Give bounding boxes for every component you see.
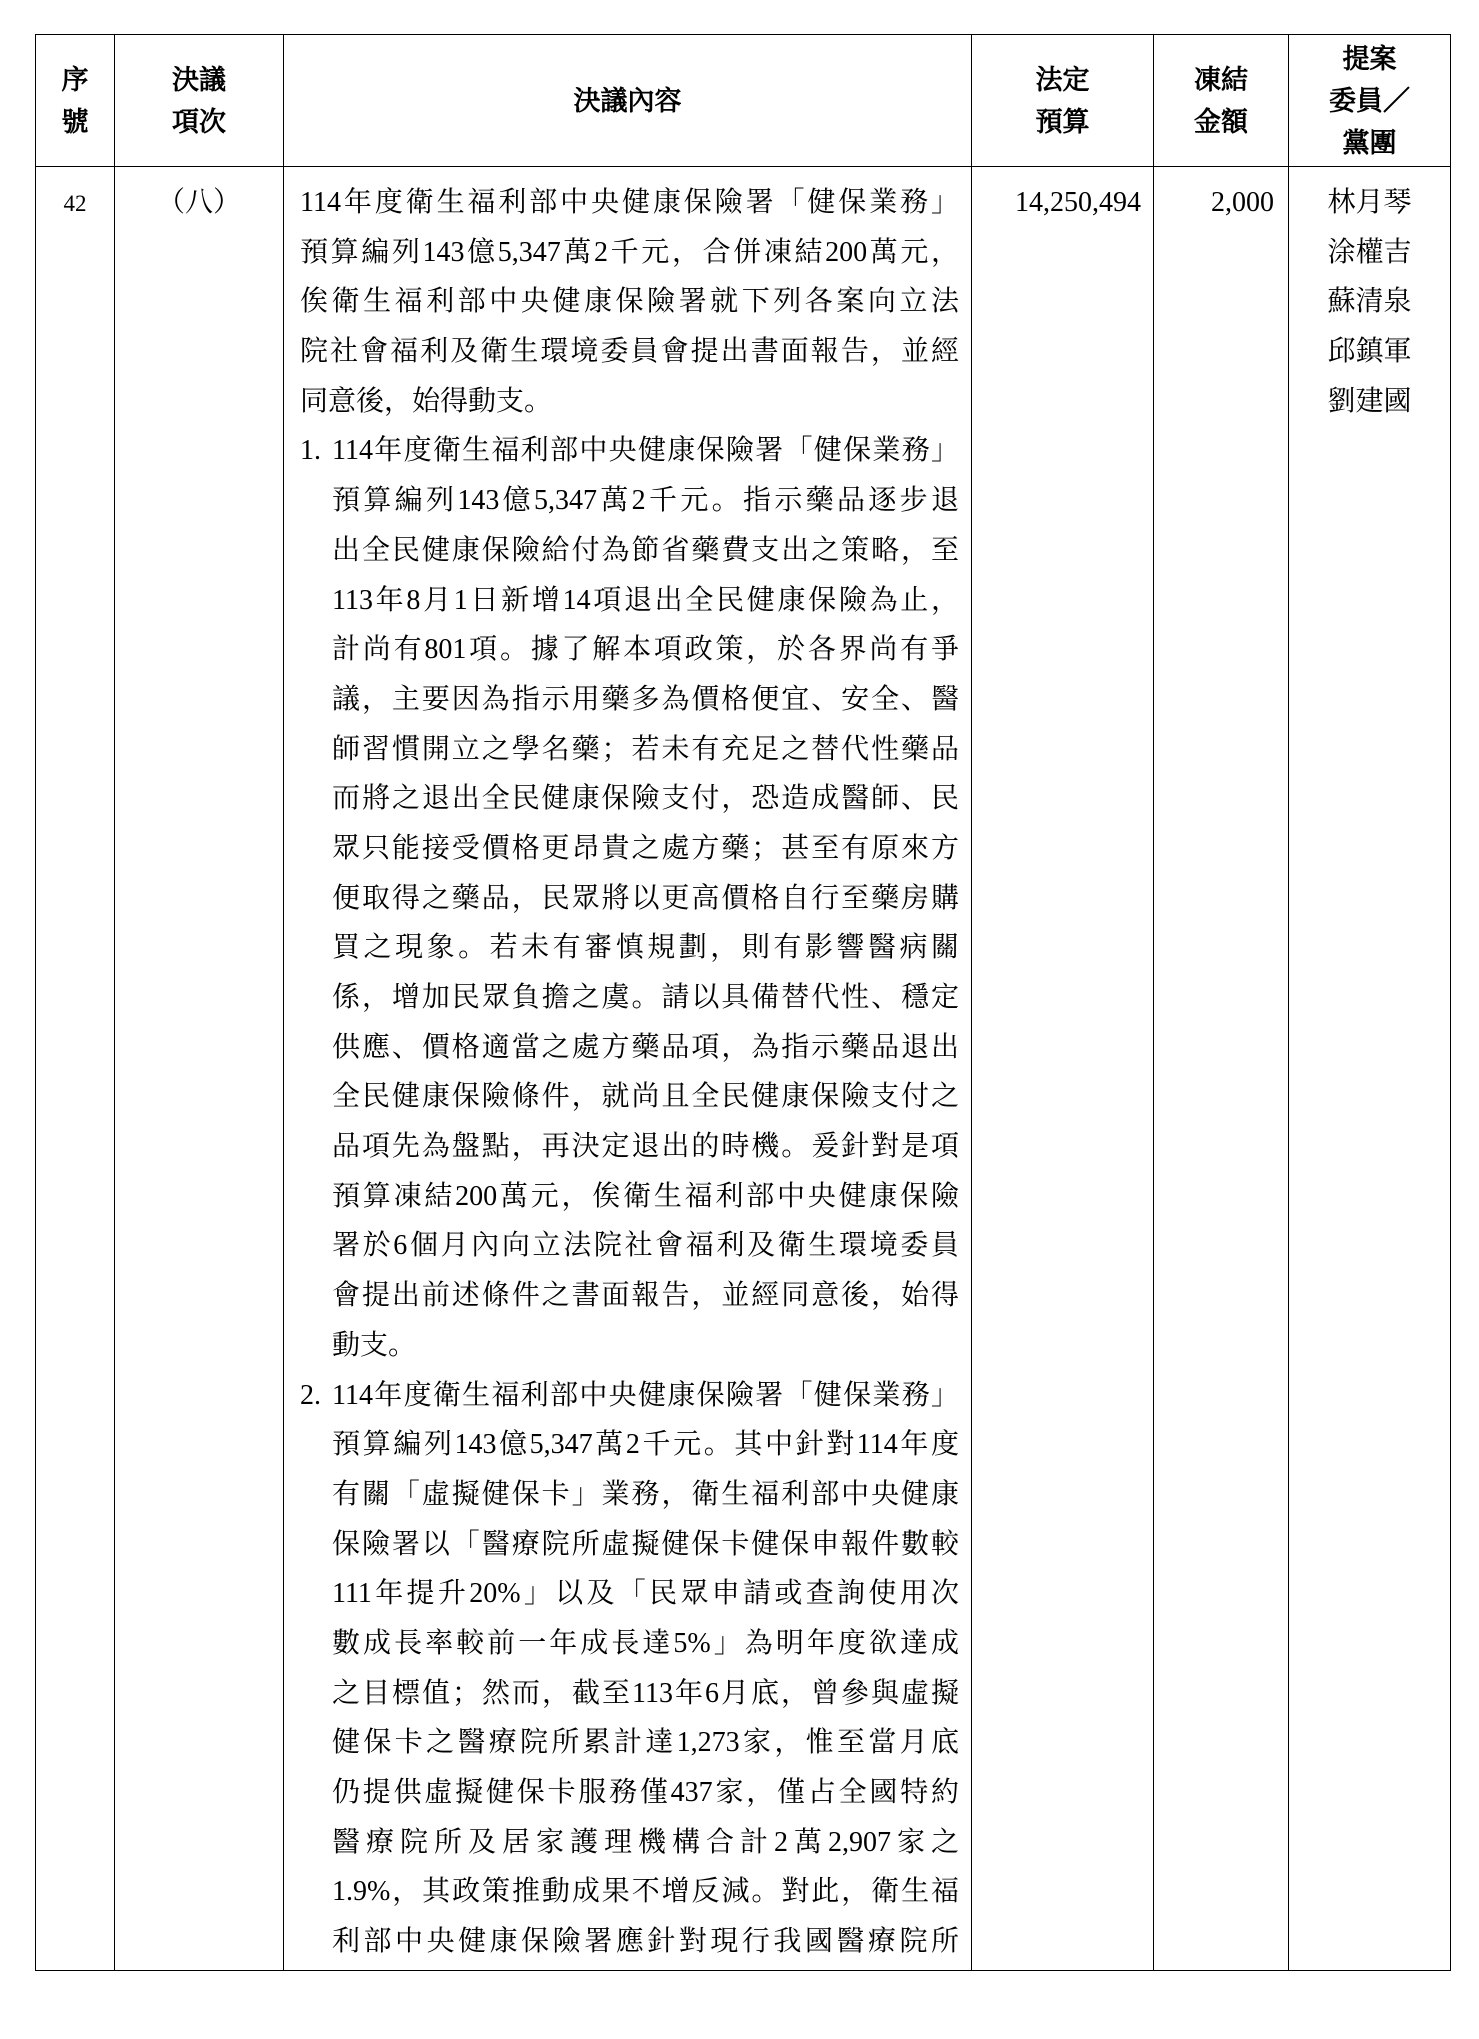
header-budget (972, 35, 1154, 167)
header-item (115, 35, 284, 167)
content-line: 俟衛生福利部中央健康保險署就下列各案向立法 (300, 286, 959, 318)
list-item-marker: 1. (300, 435, 321, 467)
content-line: 係，增加民眾負擔之虞。請以具備替代性、穩定 (332, 982, 959, 1013)
header-item-line: 決議 (172, 64, 226, 95)
content-line: 預算編列143億5,347萬2千元，合併凍結200萬元， (300, 236, 959, 268)
table-header-row (36, 35, 1451, 167)
content-line: 買之現象。若未有審慎規劃，則有影響醫病關 (332, 932, 959, 964)
header-item-line: 項次 (172, 106, 226, 137)
content-line: 供應、價格適當之處方藥品項，為指示藥品退出 (332, 1031, 959, 1063)
content-line: 而將之退出全民健康保險支付，恐造成醫師、民 (332, 783, 959, 815)
table-row (36, 167, 1451, 1971)
resolution-table (35, 34, 1451, 1971)
header-proposer-line: 黨團 (1342, 127, 1397, 158)
list-item (300, 426, 959, 1370)
seq-number: 42 (63, 191, 87, 216)
content-line: 114年度衛生福利部中央健康保險署「健保業務」 (332, 435, 959, 467)
frozen-cell (1154, 167, 1289, 1971)
header-frozen-line: 凍結 (1194, 64, 1248, 95)
content-line: 出全民健康保險給付為節省藥費支出之策略，至 (332, 534, 959, 566)
item-number: （八） (156, 187, 241, 218)
budget-amount: 14,250,494 (1015, 187, 1141, 218)
content-line: 111年提升20%」以及「民眾申請或查詢使用次 (332, 1578, 959, 1610)
header-proposer (1289, 35, 1451, 167)
header-frozen (1154, 35, 1289, 167)
content-line: 便取得之藥品，民眾將以更高價格自行至藥房購 (332, 882, 959, 914)
intro-paragraph (300, 178, 959, 426)
content-line: 議，主要因為指示用藥多為價格便宜、安全、醫 (332, 683, 959, 715)
content-line: 署於6個月內向立法院社會福利及衛生環境委員 (332, 1230, 959, 1262)
budget-cell (972, 167, 1154, 1971)
proposer-cell (1289, 167, 1451, 1971)
content-line: 眾只能接受價格更昂貴之處方藥；甚至有原來方 (332, 832, 959, 864)
content-line: 有關「虛擬健保卡」業務，衛生福利部中央健康 (332, 1478, 959, 1510)
frozen-amount: 2,000 (1211, 187, 1274, 218)
header-budget-line: 法定 (1035, 64, 1090, 95)
content-line: 計尚有801項。據了解本項政策，於各界尚有爭 (332, 634, 959, 666)
header-frozen-line: 金額 (1194, 106, 1248, 137)
content-line: 預算編列143億5,347萬2千元。其中針對114年度 (332, 1429, 959, 1461)
content-line: 全民健康保險條件，就尚且全民健康保險支付之 (332, 1081, 959, 1113)
content-line: 之目標值；然而，截至113年6月底，曾參與虛擬 (332, 1677, 959, 1709)
content-line: 健保卡之醫療院所累計達1,273家，惟至當月底 (332, 1727, 959, 1759)
content-line: 師習慣開立之學名藥；若未有充足之替代性藥品 (332, 733, 959, 765)
seq-cell (36, 167, 115, 1971)
list-item-first-line (300, 426, 959, 476)
content-line: 利部中央健康保險署應針對現行我國醫療院所 (332, 1926, 959, 1958)
proposer-name: 涂權吉 (1327, 236, 1412, 268)
header-content (284, 35, 972, 167)
item-cell (115, 167, 284, 1971)
content-line: 仍提供虛擬健保卡服務僅437家，僅占全國特約 (332, 1777, 959, 1808)
content-line: 1.9%，其政策推動成果不增反減。對此，衛生福 (332, 1876, 959, 1908)
content-line: 113年8月1日新增14項退出全民健康保險為止， (332, 584, 959, 616)
content-line: 動支。 (332, 1329, 417, 1361)
proposer-name: 蘇清泉 (1327, 286, 1412, 318)
content-line: 同意後，始得動支。 (300, 385, 553, 417)
proposer-name: 劉建國 (1327, 385, 1412, 417)
header-seq-line: 號 (61, 106, 89, 137)
header-proposer-line: 提案 (1342, 43, 1397, 74)
proposer-name: 林月琴 (1327, 187, 1412, 218)
list-item (300, 1371, 959, 1967)
header-seq (36, 35, 115, 167)
content-line: 品項先為盤點，再決定退出的時機。爰針對是項 (332, 1131, 959, 1163)
header-proposer-line: 委員／ (1329, 85, 1410, 116)
content-line: 數成長率較前一年成長達5%」為明年度欲達成 (332, 1627, 959, 1659)
header-budget-line: 預算 (1035, 106, 1090, 137)
content-line: 保險署以「醫療院所虛擬健保卡健保申報件數較 (332, 1528, 959, 1560)
list-item-marker: 2. (300, 1379, 321, 1411)
content-line: 會提出前述條件之書面報告，並經同意後，始得 (332, 1280, 959, 1312)
content-line: 預算凍結200萬元，俟衛生福利部中央健康保險 (332, 1180, 959, 1212)
content-line: 預算編列143億5,347萬2千元。指示藥品逐步退 (332, 485, 959, 517)
header-content-line: 決議內容 (573, 85, 682, 116)
content-line: 醫療院所及居家護理機構合計2萬2,907家之 (332, 1826, 959, 1858)
content-line: 114年度衛生福利部中央健康保險署「健保業務」 (332, 1379, 959, 1411)
header-seq-line: 序 (61, 64, 89, 95)
content-cell (284, 167, 972, 1971)
list-item-first-line (300, 1371, 959, 1421)
content-line: 院社會福利及衛生環境委員會提出書面報告，並經 (300, 336, 959, 368)
content-line: 114年度衛生福利部中央健康保險署「健保業務」 (300, 187, 959, 218)
proposer-name: 邱鎮軍 (1327, 336, 1412, 368)
